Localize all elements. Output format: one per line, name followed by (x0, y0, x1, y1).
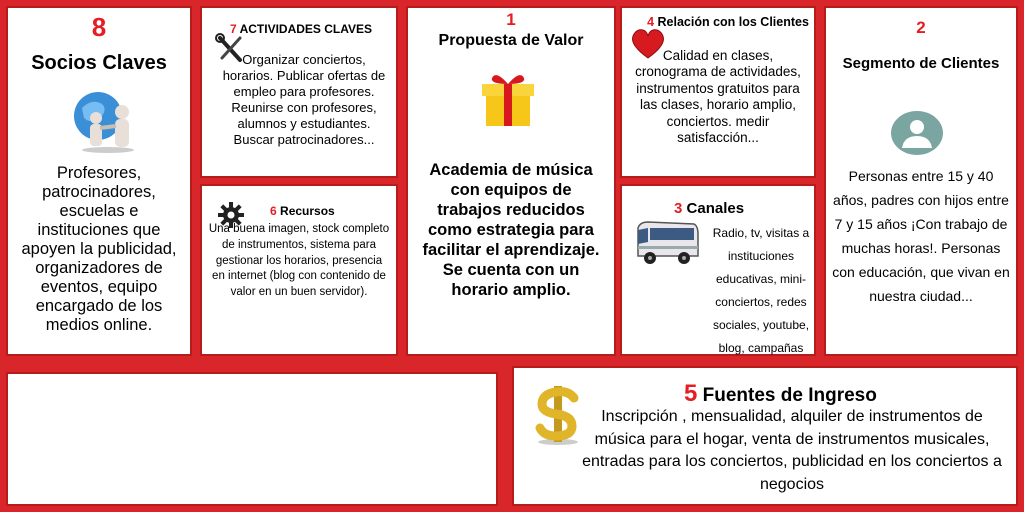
propuesta-number: 1 (506, 10, 516, 29)
relacion-heading (646, 14, 810, 31)
socios-text: Profesores, patrocinadores, escuelas e instituciones que apoyen la publicidad, organizadores de eventos, equipo encargado de los medios online. (21, 164, 177, 334)
propuesta-valor-card (406, 6, 616, 356)
relacion-title: Relación con los Clientes (657, 15, 809, 29)
propuesta-text: Academia de música con equipos de trabajos reducidos como estrategia para facilitar el aprendizaje. Se cuenta con un horario amplio. (422, 161, 600, 299)
canales-text-content: Radio, tv, visitas a instituciones educativas, mini-conciertos, redes sociales, youtube, blog, campañas (712, 226, 810, 355)
handshake-globe-icon (72, 88, 142, 154)
relacion-text: Calidad en clases, cronograma de actividades, instrumentos gratuitos para las clases, horario amplio, conciertos. medir satisfacción... (635, 48, 801, 146)
canales-number: 3 (674, 200, 683, 217)
actividades-number: 7 (230, 22, 237, 36)
actividades-text: Organizar conciertos, horarios. Publicar ofertas de empleo para profesores. Reunirse con profesores, alumnos y estudiantes. Buscar patrocinadores... (222, 52, 386, 147)
recursos-title: Recursos (280, 204, 335, 218)
fuentes-title: Fuentes de Ingreso (702, 385, 877, 406)
segmento-text: Personas entre 15 y 40 años, padres con hijos entre 7 y 15 años ¡Con trabajo de muchas horas!. Personas con educación, que vivan en nuestra ciudad... (832, 168, 1010, 304)
socios-title: Socios Claves (31, 52, 167, 74)
gift-icon (480, 70, 536, 128)
recursos-number: 6 (270, 204, 277, 218)
actividades-title: ACTIVIDADES CLAVES (239, 22, 373, 36)
user-icon (890, 110, 944, 156)
canales-heading (674, 200, 744, 217)
fuentes-text: Inscripción , mensualidad, alquiler de instrumentos de música para el hogar, venta de instrumentos musicales, entradas para los conciertos, publicidad en los conciertos a negocios (582, 408, 1002, 493)
propuesta-title: Propuesta de Valor (438, 32, 584, 49)
canales-title: Canales (686, 200, 745, 217)
socios-number: 8 (91, 12, 107, 42)
recursos-card (200, 184, 398, 356)
recursos-text: Una buena imagen, stock completo de instrumentos, sistema para gestionar los horarios, presencia en internet (blog con contenido de valor en un buen servidor). (208, 223, 390, 299)
relacion-number: 4 (647, 15, 655, 29)
actividades-heading (230, 22, 372, 36)
segmento-number: 2 (916, 18, 926, 37)
fuentes-number: 5 (684, 380, 698, 407)
recursos-heading (270, 204, 335, 218)
canales-card (620, 184, 816, 356)
canales-text (634, 222, 810, 383)
fuentes-ingreso-card (512, 366, 1018, 506)
relacion-clientes-card (620, 6, 816, 178)
segmento-clientes-card (824, 6, 1018, 356)
empty-card (6, 372, 498, 506)
segmento-title: Segmento de Clientes (842, 55, 1000, 72)
fuentes-heading (684, 380, 877, 408)
actividades-claves-card (200, 6, 398, 178)
socios-claves-card (6, 6, 192, 356)
